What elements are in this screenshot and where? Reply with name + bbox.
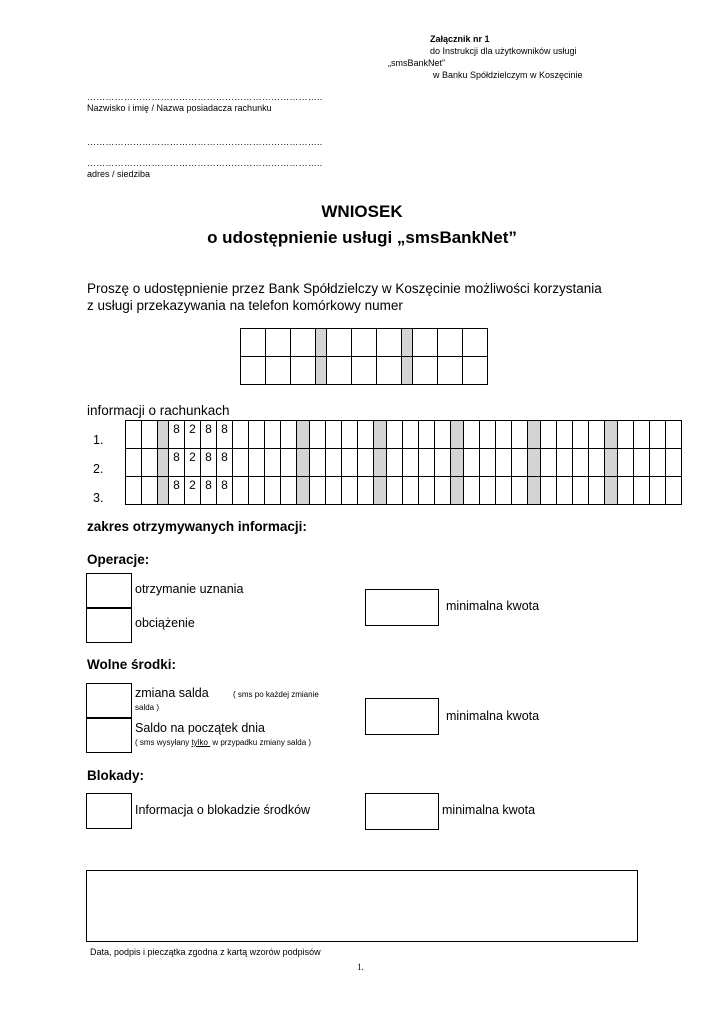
phone-cell[interactable] xyxy=(327,357,352,385)
account-digit-cell[interactable] xyxy=(387,421,403,449)
account-digit-cell[interactable] xyxy=(496,421,512,449)
account-digit-cell[interactable] xyxy=(666,477,682,505)
account-separator-cell xyxy=(297,421,310,449)
account-digit-cell[interactable]: 2 xyxy=(185,421,201,449)
name-dotted-line[interactable]: ………………………………………………………………….. xyxy=(87,92,323,102)
account-digit-cell[interactable] xyxy=(512,421,528,449)
account-separator-cell xyxy=(297,477,310,505)
blocks-min-amount-field[interactable] xyxy=(365,793,439,830)
account-digit-cell[interactable] xyxy=(126,449,142,477)
account-digit-cell[interactable] xyxy=(265,421,281,449)
account-digit-cell[interactable] xyxy=(589,421,605,449)
account-digit-cell[interactable] xyxy=(557,449,573,477)
account-digit-cell[interactable] xyxy=(573,421,589,449)
funds-block-checkbox[interactable] xyxy=(86,793,132,829)
account-digit-cell[interactable] xyxy=(326,449,342,477)
phone-cell[interactable] xyxy=(463,357,488,385)
incoming-credit-checkbox[interactable] xyxy=(86,573,132,609)
account-digit-cell[interactable] xyxy=(634,477,650,505)
account-digit-cell[interactable] xyxy=(281,477,297,505)
account-separator-cell xyxy=(374,421,387,449)
attachment-title: Załącznik nr 1 xyxy=(430,34,490,44)
phone-cell[interactable] xyxy=(438,329,463,357)
account-separator-cell xyxy=(158,477,169,505)
phone-cell[interactable] xyxy=(291,357,316,385)
account-separator-cell xyxy=(158,449,169,477)
free-funds-heading: Wolne środki: xyxy=(87,657,177,672)
operations-heading: Operacje: xyxy=(87,552,150,567)
phone-separator-cell xyxy=(402,329,413,357)
address-label: adres / siedziba xyxy=(87,169,151,179)
debit-label: obciążenie xyxy=(135,616,195,630)
account-digit-cell[interactable]: 8 xyxy=(201,477,217,505)
form-subtitle: o udostępnienie usługi „smsBankNet” xyxy=(207,228,517,247)
free-funds-min-amount-label: minimalna kwota xyxy=(446,709,540,723)
scope-label: zakres otrzymywanych informacji: xyxy=(87,519,307,534)
account-separator-cell xyxy=(528,421,541,449)
account-digit-cell[interactable]: 8 xyxy=(217,449,233,477)
account-digit-cell[interactable]: 2 xyxy=(185,449,201,477)
account-digit-cell[interactable] xyxy=(358,421,374,449)
account-digit-cell[interactable] xyxy=(358,449,374,477)
account-digit-cell[interactable] xyxy=(342,421,358,449)
account-digit-cell[interactable] xyxy=(480,477,496,505)
account-digit-cell[interactable]: 2 xyxy=(185,477,201,505)
balance-change-note-a: ( sms po każdej zmianie xyxy=(233,690,319,699)
phone-cell[interactable] xyxy=(241,357,266,385)
account-digit-cell[interactable] xyxy=(233,421,249,449)
phone-cell[interactable] xyxy=(352,357,377,385)
account-digit-cell[interactable] xyxy=(142,449,158,477)
account-separator-cell xyxy=(297,449,310,477)
accounts-label: informacji o rachunkach xyxy=(87,403,230,418)
account-digit-cell[interactable]: 8 xyxy=(169,421,185,449)
account-digit-cell[interactable] xyxy=(666,449,682,477)
account-separator-cell xyxy=(451,477,464,505)
account-digit-cell[interactable] xyxy=(326,421,342,449)
phone-cell[interactable] xyxy=(463,329,488,357)
phone-cell[interactable] xyxy=(266,329,291,357)
account-digit-cell[interactable] xyxy=(480,421,496,449)
account-digit-cell[interactable] xyxy=(326,477,342,505)
account-separator-cell xyxy=(605,449,618,477)
start-of-day-balance-label: Saldo na początek dnia xyxy=(135,721,265,735)
account-digit-cell[interactable] xyxy=(265,449,281,477)
phone-cell[interactable] xyxy=(352,329,377,357)
balance-change-checkbox[interactable] xyxy=(86,683,132,719)
phone-separator-cell xyxy=(402,357,413,385)
account-digit-cell[interactable] xyxy=(435,421,451,449)
account-digit-cell[interactable] xyxy=(480,449,496,477)
start-of-day-balance-checkbox[interactable] xyxy=(86,717,132,753)
phone-cell[interactable] xyxy=(241,329,266,357)
account-digit-cell[interactable] xyxy=(249,421,265,449)
account-digit-cell[interactable] xyxy=(589,449,605,477)
account-separator-cell xyxy=(451,421,464,449)
account-digit-cell[interactable] xyxy=(249,449,265,477)
account-digit-cell[interactable] xyxy=(650,477,666,505)
account-row-number-1: 1. xyxy=(93,433,104,447)
account-digit-cell[interactable]: 8 xyxy=(169,477,185,505)
account-digit-cell[interactable] xyxy=(573,477,589,505)
phone-cell[interactable] xyxy=(266,357,291,385)
account-digit-cell[interactable] xyxy=(142,421,158,449)
account-digit-cell[interactable] xyxy=(310,449,326,477)
phone-cell[interactable] xyxy=(291,329,316,357)
funds-block-label: Informacja o blokadzie środków xyxy=(135,803,311,817)
account-separator-cell xyxy=(374,449,387,477)
attachment-line-3: „smsBankNet” xyxy=(388,58,446,68)
account-digit-cell[interactable] xyxy=(358,477,374,505)
signature-label: Data, podpis i pieczątka zgodna z kartą wzorów podpisów xyxy=(90,947,321,957)
account-digit-cell[interactable] xyxy=(233,449,249,477)
account-digit-cell[interactable] xyxy=(634,421,650,449)
balance-change-label: zmiana salda xyxy=(135,686,209,700)
account-digit-cell[interactable] xyxy=(419,421,435,449)
account-digit-cell[interactable]: 8 xyxy=(201,449,217,477)
page-number: 1. xyxy=(357,962,364,972)
account-digit-cell[interactable] xyxy=(557,421,573,449)
phone-separator-cell xyxy=(316,329,327,357)
phone-cell[interactable] xyxy=(438,357,463,385)
account-separator-cell xyxy=(605,477,618,505)
note-text-post: w przypadku zmiany salda ) xyxy=(210,738,312,747)
form-title: WNIOSEK xyxy=(321,202,403,221)
account-digit-cell[interactable] xyxy=(126,421,142,449)
account-digit-cell[interactable] xyxy=(541,477,557,505)
phone-cell[interactable] xyxy=(413,329,438,357)
operations-min-amount-field[interactable] xyxy=(365,589,439,626)
note-text-emphasis: tylko xyxy=(191,738,211,747)
account-digit-cell[interactable]: 8 xyxy=(169,449,185,477)
account-digit-cell[interactable] xyxy=(403,421,419,449)
phone-cell[interactable] xyxy=(377,357,402,385)
account-digit-cell[interactable] xyxy=(387,449,403,477)
account-digit-cell[interactable] xyxy=(435,449,451,477)
attachment-line-4: w Banku Spółdzielczym w Koszęcinie xyxy=(433,70,583,80)
address-dotted-line-1[interactable]: ………………………………………………………………….. xyxy=(87,137,323,147)
balance-change-note-b: salda ) xyxy=(135,703,160,712)
account-digit-cell[interactable] xyxy=(464,477,480,505)
account-digit-cell[interactable] xyxy=(281,421,297,449)
account-digit-cell[interactable] xyxy=(403,477,419,505)
account-digit-cell[interactable] xyxy=(541,449,557,477)
phone-cell[interactable] xyxy=(327,329,352,357)
account-digit-cell[interactable] xyxy=(342,477,358,505)
account-separator-cell xyxy=(158,421,169,449)
account-digit-cell[interactable] xyxy=(464,449,480,477)
account-digit-cell[interactable]: 8 xyxy=(217,477,233,505)
account-digit-cell[interactable] xyxy=(249,477,265,505)
account-digit-cell[interactable] xyxy=(589,477,605,505)
account-digit-cell[interactable] xyxy=(310,421,326,449)
blocks-min-amount-label: minimalna kwota xyxy=(442,803,536,817)
signature-box[interactable] xyxy=(86,870,638,942)
account-digit-cell[interactable] xyxy=(403,449,419,477)
account-digit-cell[interactable] xyxy=(142,477,158,505)
account-digit-cell[interactable] xyxy=(435,477,451,505)
account-numbers-grid[interactable] xyxy=(125,420,682,505)
free-funds-min-amount-field[interactable] xyxy=(365,698,439,735)
phone-number-grid[interactable] xyxy=(240,328,488,385)
account-digit-cell[interactable] xyxy=(496,477,512,505)
account-digit-cell[interactable] xyxy=(618,477,634,505)
account-digit-cell[interactable] xyxy=(464,421,480,449)
incoming-credit-label: otrzymanie uznania xyxy=(135,582,244,596)
account-digit-cell[interactable] xyxy=(512,477,528,505)
account-digit-cell[interactable]: 8 xyxy=(201,421,217,449)
start-of-day-balance-note xyxy=(135,738,311,747)
account-digit-cell[interactable] xyxy=(650,421,666,449)
account-digit-cell[interactable] xyxy=(126,477,142,505)
account-digit-cell[interactable] xyxy=(512,449,528,477)
account-digit-cell[interactable] xyxy=(618,421,634,449)
account-separator-cell xyxy=(528,449,541,477)
debit-checkbox[interactable] xyxy=(86,607,132,643)
operations-min-amount-label: minimalna kwota xyxy=(446,599,540,613)
account-digit-cell[interactable] xyxy=(650,449,666,477)
note-text-pre: ( sms wysyłany xyxy=(135,738,192,747)
account-digit-cell[interactable] xyxy=(419,477,435,505)
account-digit-cell[interactable] xyxy=(557,477,573,505)
account-row-number-2: 2. xyxy=(93,462,104,476)
account-digit-cell[interactable] xyxy=(342,449,358,477)
account-digit-cell[interactable] xyxy=(541,421,557,449)
account-separator-cell xyxy=(451,449,464,477)
account-separator-cell xyxy=(374,477,387,505)
account-digit-cell[interactable] xyxy=(419,449,435,477)
account-digit-cell[interactable] xyxy=(265,477,281,505)
account-digit-cell[interactable] xyxy=(387,477,403,505)
phone-separator-cell xyxy=(316,357,327,385)
name-label: Nazwisko i imię / Nazwa posiadacza rachunku xyxy=(87,103,272,113)
blocks-heading: Blokady: xyxy=(87,768,145,783)
account-digit-cell[interactable] xyxy=(634,449,650,477)
account-digit-cell[interactable] xyxy=(666,421,682,449)
account-digit-cell[interactable] xyxy=(233,477,249,505)
attachment-line-2: do Instrukcji dla użytkowników usługi xyxy=(430,46,577,56)
account-digit-cell[interactable] xyxy=(618,449,634,477)
phone-cell[interactable] xyxy=(413,357,438,385)
attachment-header xyxy=(388,33,583,81)
account-digit-cell[interactable] xyxy=(310,477,326,505)
address-dotted-line-2[interactable]: ………………………………………………………………….. xyxy=(87,158,323,168)
account-row-number-3: 3. xyxy=(93,491,104,505)
account-digit-cell[interactable] xyxy=(573,449,589,477)
account-digit-cell[interactable] xyxy=(496,449,512,477)
account-separator-cell xyxy=(528,477,541,505)
account-digit-cell[interactable] xyxy=(281,449,297,477)
phone-cell[interactable] xyxy=(377,329,402,357)
account-separator-cell xyxy=(605,421,618,449)
account-digit-cell[interactable]: 8 xyxy=(217,421,233,449)
request-text: Proszę o udostępnienie przez Bank Spółdzielczy w Koszęcinie możliwości korzystania z usługi przekazywania na telefon komórkowy numer xyxy=(87,281,602,313)
